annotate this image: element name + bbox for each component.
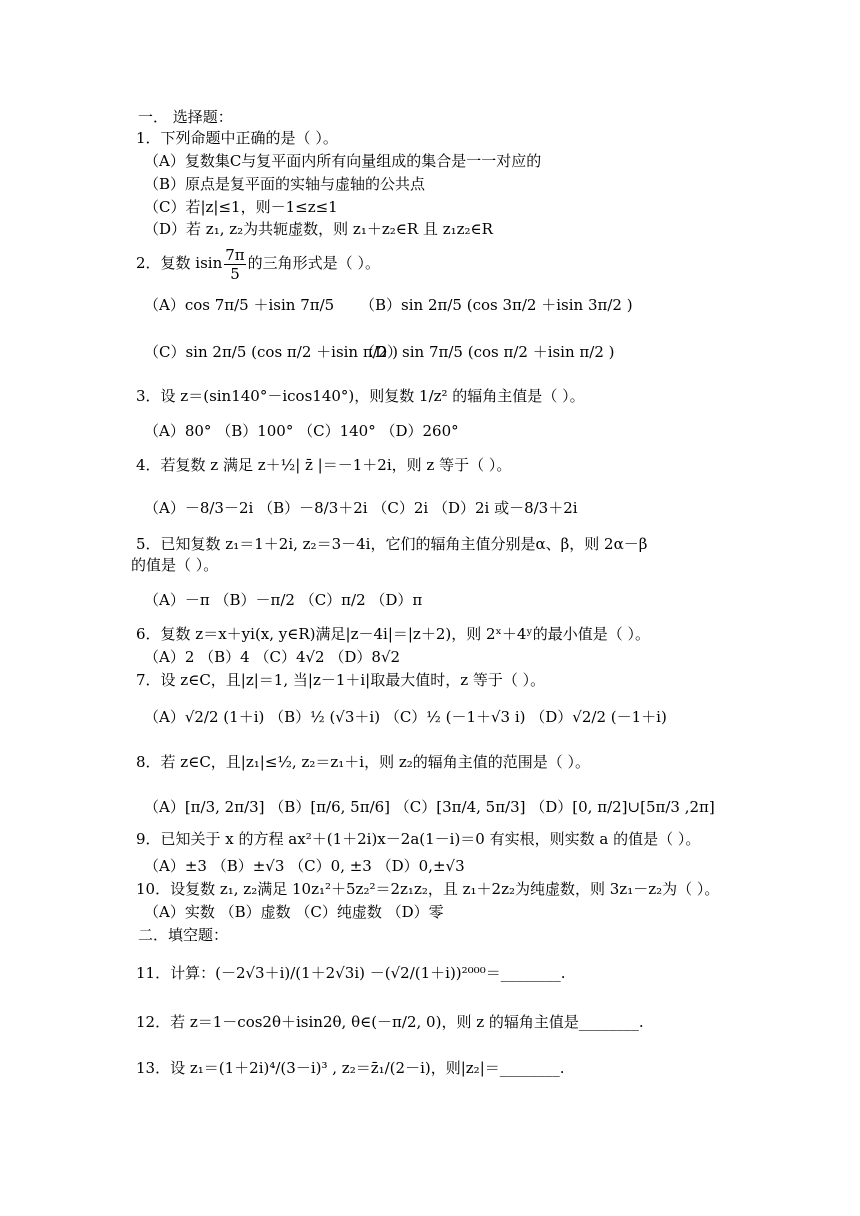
question-2-fraction <box>224 246 245 283</box>
question-1-option-b: （B）原点是复平面的实轴与虚轴的公共点 <box>144 175 426 193</box>
question-2-suffix: 的三角形式是（ ）。 <box>247 254 380 272</box>
question-6-options: （A）2 （B）4 （C）4√2 （D）8√2 <box>144 648 401 666</box>
section-heading-choice: 一． 选择题： <box>138 108 233 126</box>
question-7-options: （A）√2/2 (1＋i) （B）½ (√3＋i) （C）½ (－1＋√3 i) （D）√2/2 (－1＋i) <box>144 708 667 726</box>
question-9-options: （A）±3 （B）±√3 （C）0, ±3 （D）0,±√3 <box>144 857 465 875</box>
question-3-stem: 3．设 z＝(sin140°－icos140°)，则复数 1/z² 的辐角主值是（ ）。 <box>136 387 585 405</box>
question-2-option-c: （C）sin 2π/5 (cos π/2 ＋isin π/2 ) <box>144 343 398 361</box>
question-1-option-c: （C）若|z|≤1，则－1≤z≤1 <box>144 198 338 216</box>
question-5-stem: 5．已知复数 z₁＝1＋2i, z₂＝3－4i，它们的辐角主值分别是α、β，则 2α－β <box>136 535 648 553</box>
question-8-options: （A）[π/3, 2π/3] （B）[π/6, 5π/6] （C）[3π/4, 5π/3] （D）[0, π/2]∪[5π/3 ,2π] <box>144 798 715 816</box>
question-10-stem: 10．设复数 z₁, z₂满足 10z₁²＋5z₂²＝2z₁z₂，且 z₁＋2z₂为纯虚数，则 3z₁－z₂为（ ）。 <box>136 880 720 898</box>
question-4-options: （A）－8/3－2i （B）－8/3＋2i （C）2i （D）2i 或－8/3＋2i <box>144 499 578 517</box>
section-heading-fill-in: 二．填空题： <box>138 926 229 944</box>
question-4-stem: 4．若复数 z 满足 z＋½| z̄ |＝－1＋2i，则 z 等于（ ）。 <box>136 456 512 474</box>
question-12: 12．若 z＝1－cos2θ＋isin2θ, θ∈(－π/2, 0)，则 z 的辐角主值是________. <box>136 1013 644 1031</box>
question-5-continuation: 的值是（ ）。 <box>131 556 219 574</box>
question-3-options: （A）80° （B）100° （C）140° （D）260° <box>144 422 459 440</box>
question-10-options: （A）实数 （B）虚数 （C）纯虚数 （D）零 <box>144 903 444 921</box>
question-7-stem: 7．设 z∈C，且|z|＝1, 当|z－1＋i|取最大值时，z 等于（ ）。 <box>136 671 546 689</box>
question-2-option-b: （B）sin 2π/5 (cos 3π/2 ＋isin 3π/2 ) <box>360 296 633 314</box>
question-5-options: （A）－π （B）－π/2 （C）π/2 （D）π <box>144 591 423 609</box>
question-6-stem: 6．复数 z＝x＋yi(x, y∈R)满足|z－4i|＝|z＋2)，则 2ˣ＋4ʸ的最小值是（ ）。 <box>136 625 651 643</box>
question-11: 11．计算：(－2√3＋i)/(1＋2√3i) －(√2/(1＋i))²⁰⁰⁰＝________. <box>136 964 566 982</box>
question-2-prefix: 2．复数 isin <box>136 254 223 272</box>
question-1-option-d: （D）若 z₁, z₂为共轭虚数，则 z₁＋z₂∈R 且 z₁z₂∈R <box>144 220 493 238</box>
question-1-option-a: （A）复数集C与复平面内所有向量组成的集合是一一对应的 <box>144 152 542 170</box>
fraction-numerator: 7π <box>225 245 245 264</box>
question-2-option-a: （A）cos 7π/5 ＋isin 7π/5 <box>144 296 335 314</box>
question-2-stem <box>136 244 380 283</box>
question-13: 13．设 z₁＝(1＋2i)⁴/(3－i)³ , z₂＝z̄₁/(2－i)，则|z₂|＝________. <box>136 1059 565 1077</box>
question-8-stem: 8．若 z∈C，且|z₁|≤½, z₂＝z₁＋i，则 z₂的辐角主值的范围是（ ）。 <box>136 753 591 771</box>
fraction-denominator: 5 <box>230 264 240 283</box>
question-1-stem: 1．下列命题中正确的是（ ）。 <box>136 129 338 147</box>
question-9-stem: 9．已知关于 x 的方程 ax²＋(1＋2i)x－2a(1－i)＝0 有实根，则实数 a 的值是（ ）。 <box>136 830 701 848</box>
question-2-option-d: （D）sin 7π/5 (cos π/2 ＋isin π/2 ) <box>360 343 615 361</box>
